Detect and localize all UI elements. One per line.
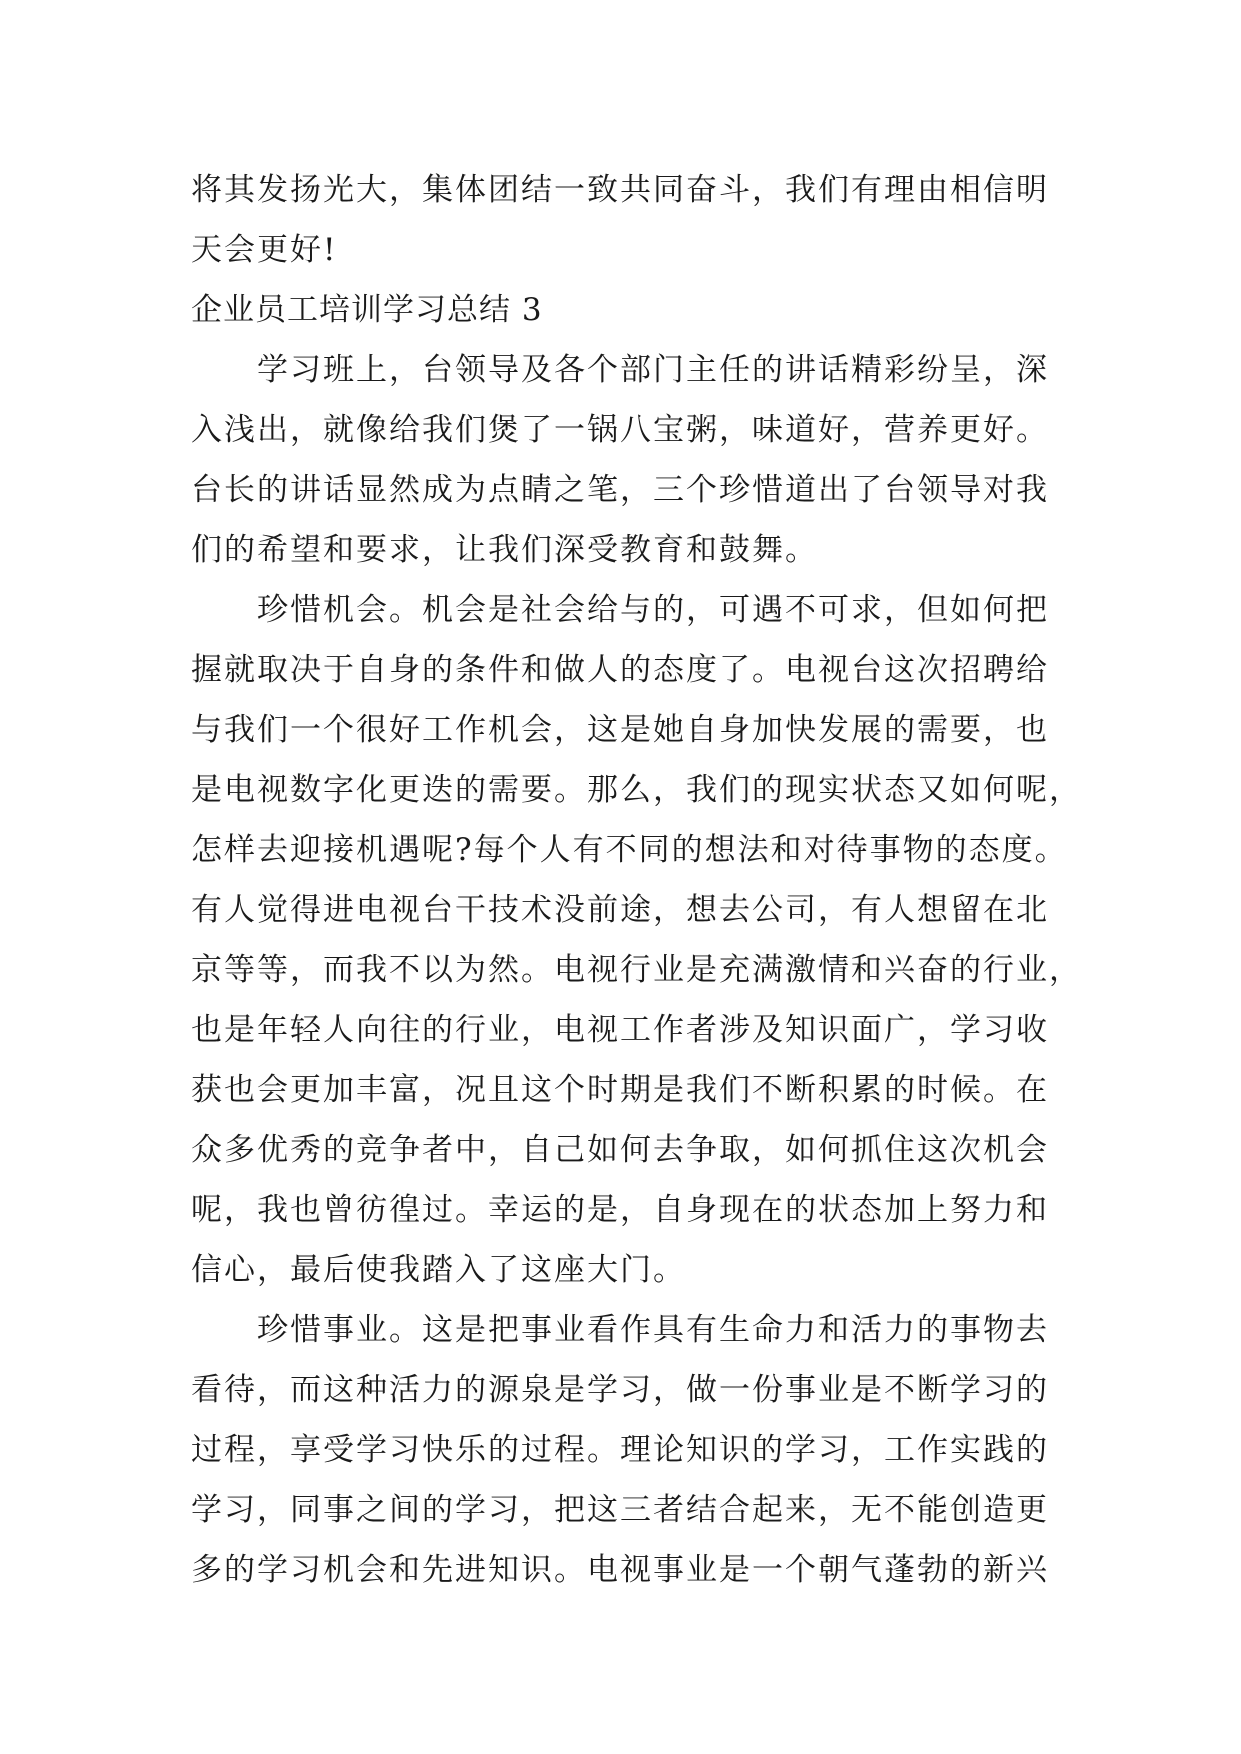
text-line: 怎样去迎接机遇呢?每个人有不同的想法和对待事物的态度。 bbox=[191, 832, 1068, 868]
text-line: 京等等，而我不以为然。电视行业是充满激情和兴奋的行业， bbox=[191, 952, 1082, 988]
text-line: 众多优秀的竞争者中，自己如何去争取，如何抓住这次机会 bbox=[191, 1132, 1049, 1168]
text-line: 呢，我也曾彷徨过。幸运的是，自身现在的状态加上努力和 bbox=[191, 1192, 1049, 1228]
text-line: 学习，同事之间的学习，把这三者结合起来，无不能创造更 bbox=[191, 1492, 1049, 1528]
paragraph bbox=[191, 340, 1051, 580]
text-line: 天会更好! bbox=[191, 232, 338, 268]
text-line: 学习班上，台领导及各个部门主任的讲话精彩纷呈，深 bbox=[257, 352, 1049, 388]
document-body bbox=[191, 160, 1082, 1600]
text-line: 与我们一个很好工作机会，这是她自身加快发展的需要，也 bbox=[191, 712, 1049, 748]
text-line: 获也会更加丰富，况且这个时期是我们不断积累的时候。在 bbox=[191, 1072, 1049, 1108]
text-line: 台长的讲话显然成为点睛之笔，三个珍惜道出了台领导对我 bbox=[191, 472, 1049, 508]
text-line: 是电视数字化更迭的需要。那么，我们的现实状态又如何呢， bbox=[191, 772, 1082, 808]
text-line: 过程，享受学习快乐的过程。理论知识的学习，工作实践的 bbox=[191, 1432, 1049, 1468]
text-line: 将其发扬光大，集体团结一致共同奋斗，我们有理由相信明 bbox=[191, 172, 1049, 208]
text-line: 珍惜机会。机会是社会给与的，可遇不可求，但如何把 bbox=[257, 592, 1049, 628]
text-line: 们的希望和要求，让我们深受教育和鼓舞。 bbox=[191, 532, 818, 568]
text-line: 入浅出，就像给我们煲了一锅八宝粥，味道好，营养更好。 bbox=[191, 412, 1049, 448]
paragraph bbox=[191, 580, 1082, 1300]
text-line: 也是年轻人向往的行业，电视工作者涉及知识面广，学习收 bbox=[191, 1012, 1049, 1048]
text-line: 握就取决于自身的条件和做人的态度了。电视台这次招聘给 bbox=[191, 652, 1049, 688]
text-line: 信心，最后使我踏入了这座大门。 bbox=[191, 1252, 686, 1288]
text-line: 珍惜事业。这是把事业看作具有生命力和活力的事物去 bbox=[257, 1312, 1049, 1348]
section-heading: 企业员工培训学习总结 3 bbox=[191, 292, 543, 328]
text-line: 有人觉得进电视台干技术没前途，想去公司，有人想留在北 bbox=[191, 892, 1049, 928]
paragraph bbox=[191, 1300, 1051, 1600]
text-line: 看待，而这种活力的源泉是学习，做一份事业是不断学习的 bbox=[191, 1372, 1049, 1408]
text-line: 多的学习机会和先进知识。电视事业是一个朝气蓬勃的新兴 bbox=[191, 1552, 1049, 1588]
